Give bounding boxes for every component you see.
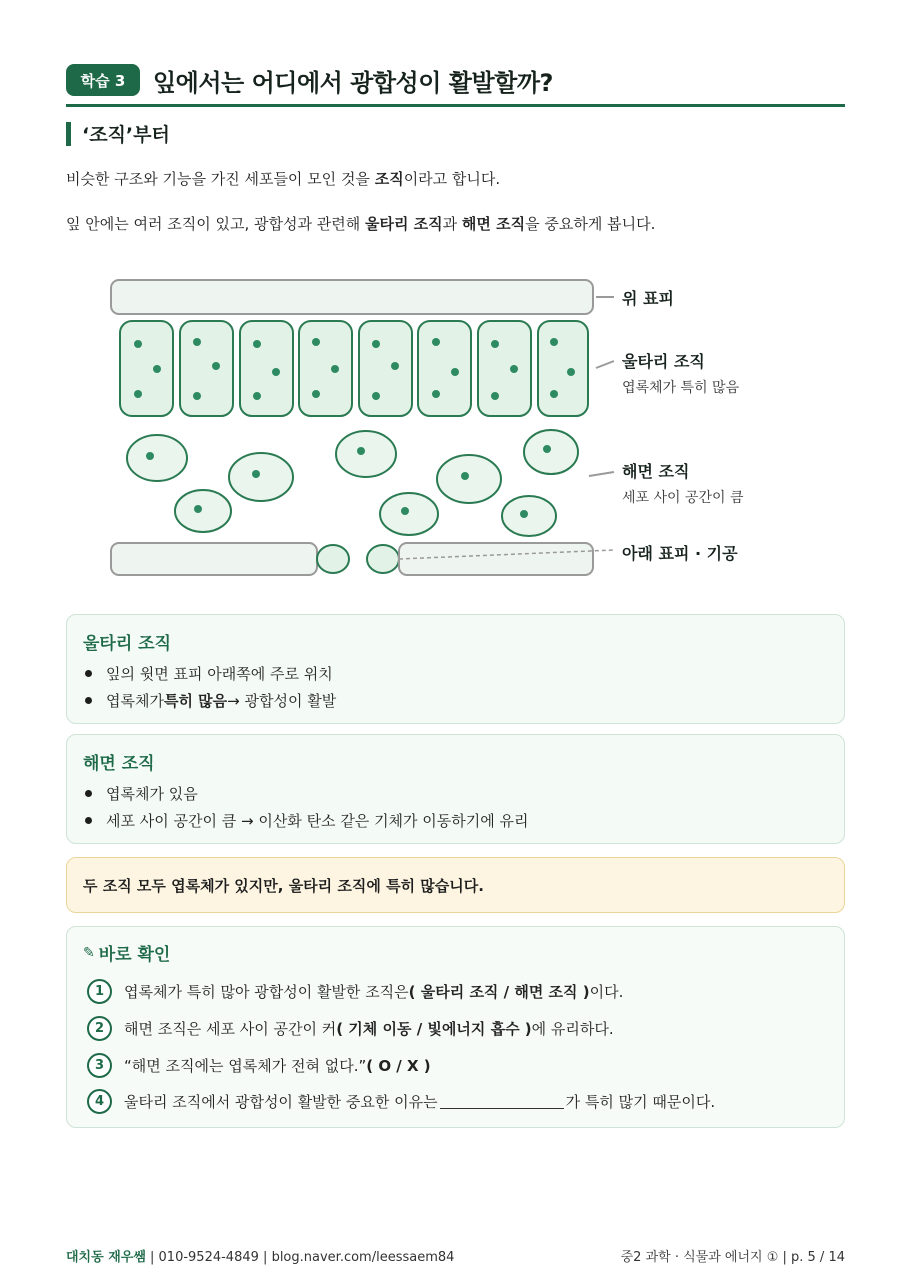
spongy-box-title: 해면 조직 (83, 754, 155, 774)
footer-course: 중2 과학 · 식물과 에너지 ① (620, 1250, 779, 1265)
quick-check-box (66, 926, 845, 1128)
upper-epidermis (111, 280, 593, 314)
palisade-cell (120, 321, 173, 416)
spongy-info-box (66, 734, 845, 844)
guard-cell (317, 545, 349, 573)
list-item: 엽록체가 있음 (83, 783, 198, 804)
page-number: p. 5 / 14 (791, 1250, 845, 1265)
page-title: 잎에서는 어디에서 광합성이 활발할까? (153, 69, 553, 97)
question-number: 1 (87, 979, 112, 1004)
palisade-leader (596, 361, 614, 368)
palisade-cell (240, 321, 293, 416)
lower-epidermis-right (399, 543, 593, 575)
palisade-cell (359, 321, 412, 416)
pencil-icon: ✎ (83, 944, 95, 961)
spongy-cell (336, 431, 396, 477)
answer-blank[interactable] (440, 1094, 564, 1109)
summary-note (66, 857, 845, 913)
label-lower-epidermis: 아래 표피 · 기공 (622, 544, 738, 563)
question-number: 2 (87, 1016, 112, 1041)
choice-options[interactable]: ( 기체 이동 / 빛에너지 흡수 ) (336, 1020, 532, 1038)
spongy-leader (589, 472, 614, 476)
intro-paragraph-1: 비슷한 구조와 기능을 가진 세포들이 모인 것을 조직이라고 합니다. (66, 170, 501, 188)
question-3: 3 “해면 조직에는 엽록체가 전혀 없다.” ( O / X ) (87, 1053, 431, 1078)
question-number: 4 (87, 1089, 112, 1114)
spongy-cell (380, 493, 438, 535)
lower-epidermis-left (111, 543, 317, 575)
footer-blog-link[interactable]: blog.naver.com/leessaem84 (271, 1250, 455, 1265)
section-title: ‘조직’부터 (82, 124, 170, 146)
footer-brand: 대치동 재우쌤 (66, 1250, 146, 1265)
footer-contact: 대치동 재우쌤 | 010-9524-4849 | blog.naver.com/leessaem84 (66, 1250, 455, 1265)
label-spongy: 해면 조직 (622, 462, 690, 481)
spongy-cell (229, 453, 293, 501)
label-upper-epidermis: 위 표피 (622, 289, 674, 308)
spongy-cell (437, 455, 501, 503)
list-item: 엽록체가 특히 많음 → 광합성이 활발 (83, 690, 336, 711)
spongy-cell (175, 490, 231, 532)
question-4: 4 울타리 조직에서 광합성이 활발한 중요한 이유는 가 특히 많기 때문이다. (87, 1089, 715, 1114)
label-spongy-sub: 세포 사이 공간이 큼 (622, 490, 744, 506)
spongy-cell (127, 435, 187, 481)
question-number: 3 (87, 1053, 112, 1078)
palisade-info-box (66, 614, 845, 724)
palisade-cell (180, 321, 233, 416)
footer-page-info: 중2 과학 · 식물과 에너지 ① | p. 5 / 14 (620, 1250, 845, 1265)
guard-cell (367, 545, 399, 573)
ox-options[interactable]: ( O / X ) (366, 1056, 431, 1075)
leaf-cross-section-diagram (0, 0, 911, 600)
list-item: 세포 사이 공간이 큼 → 이산화 탄소 같은 기체가 이동하기에 유리 (83, 810, 529, 831)
question-1: 1 엽록체가 특히 많아 광합성이 활발한 조직은 ( 울타리 조직 / 해면 조직 ) 이다. (87, 979, 623, 1004)
spongy-cell (502, 496, 556, 536)
quick-check-title: ✎ 바로 확인 (83, 944, 171, 965)
list-item: 잎의 윗면 표피 아래쪽에 주로 위치 (83, 663, 333, 684)
intro-paragraph-2: 잎 안에는 여러 조직이 있고, 광합성과 관련해 울타리 조직과 해면 조직을 중요하게 봅니다. (66, 215, 656, 233)
footer-phone: 010-9524-4849 (158, 1250, 259, 1265)
spongy-cells (127, 430, 578, 536)
palisade-box-title: 울타리 조직 (83, 634, 172, 654)
spongy-cell (524, 430, 578, 474)
palisade-cell (299, 321, 352, 416)
lesson-badge: 학습 3 (66, 64, 140, 96)
question-2: 2 해면 조직은 세포 사이 공간이 커 ( 기체 이동 / 빛에너지 흡수 ) 에 유리하다. (87, 1016, 614, 1041)
label-palisade: 울타리 조직 (622, 352, 705, 371)
choice-options[interactable]: ( 울타리 조직 / 해면 조직 ) (408, 983, 590, 1001)
summary-note-text: 두 조직 모두 엽록체가 있지만, 울타리 조직에 특히 많습니다. (83, 877, 484, 895)
palisade-cell (478, 321, 531, 416)
palisade-cell (418, 321, 471, 416)
palisade-cell (538, 321, 588, 416)
label-palisade-sub: 엽록체가 특히 많음 (622, 380, 740, 396)
